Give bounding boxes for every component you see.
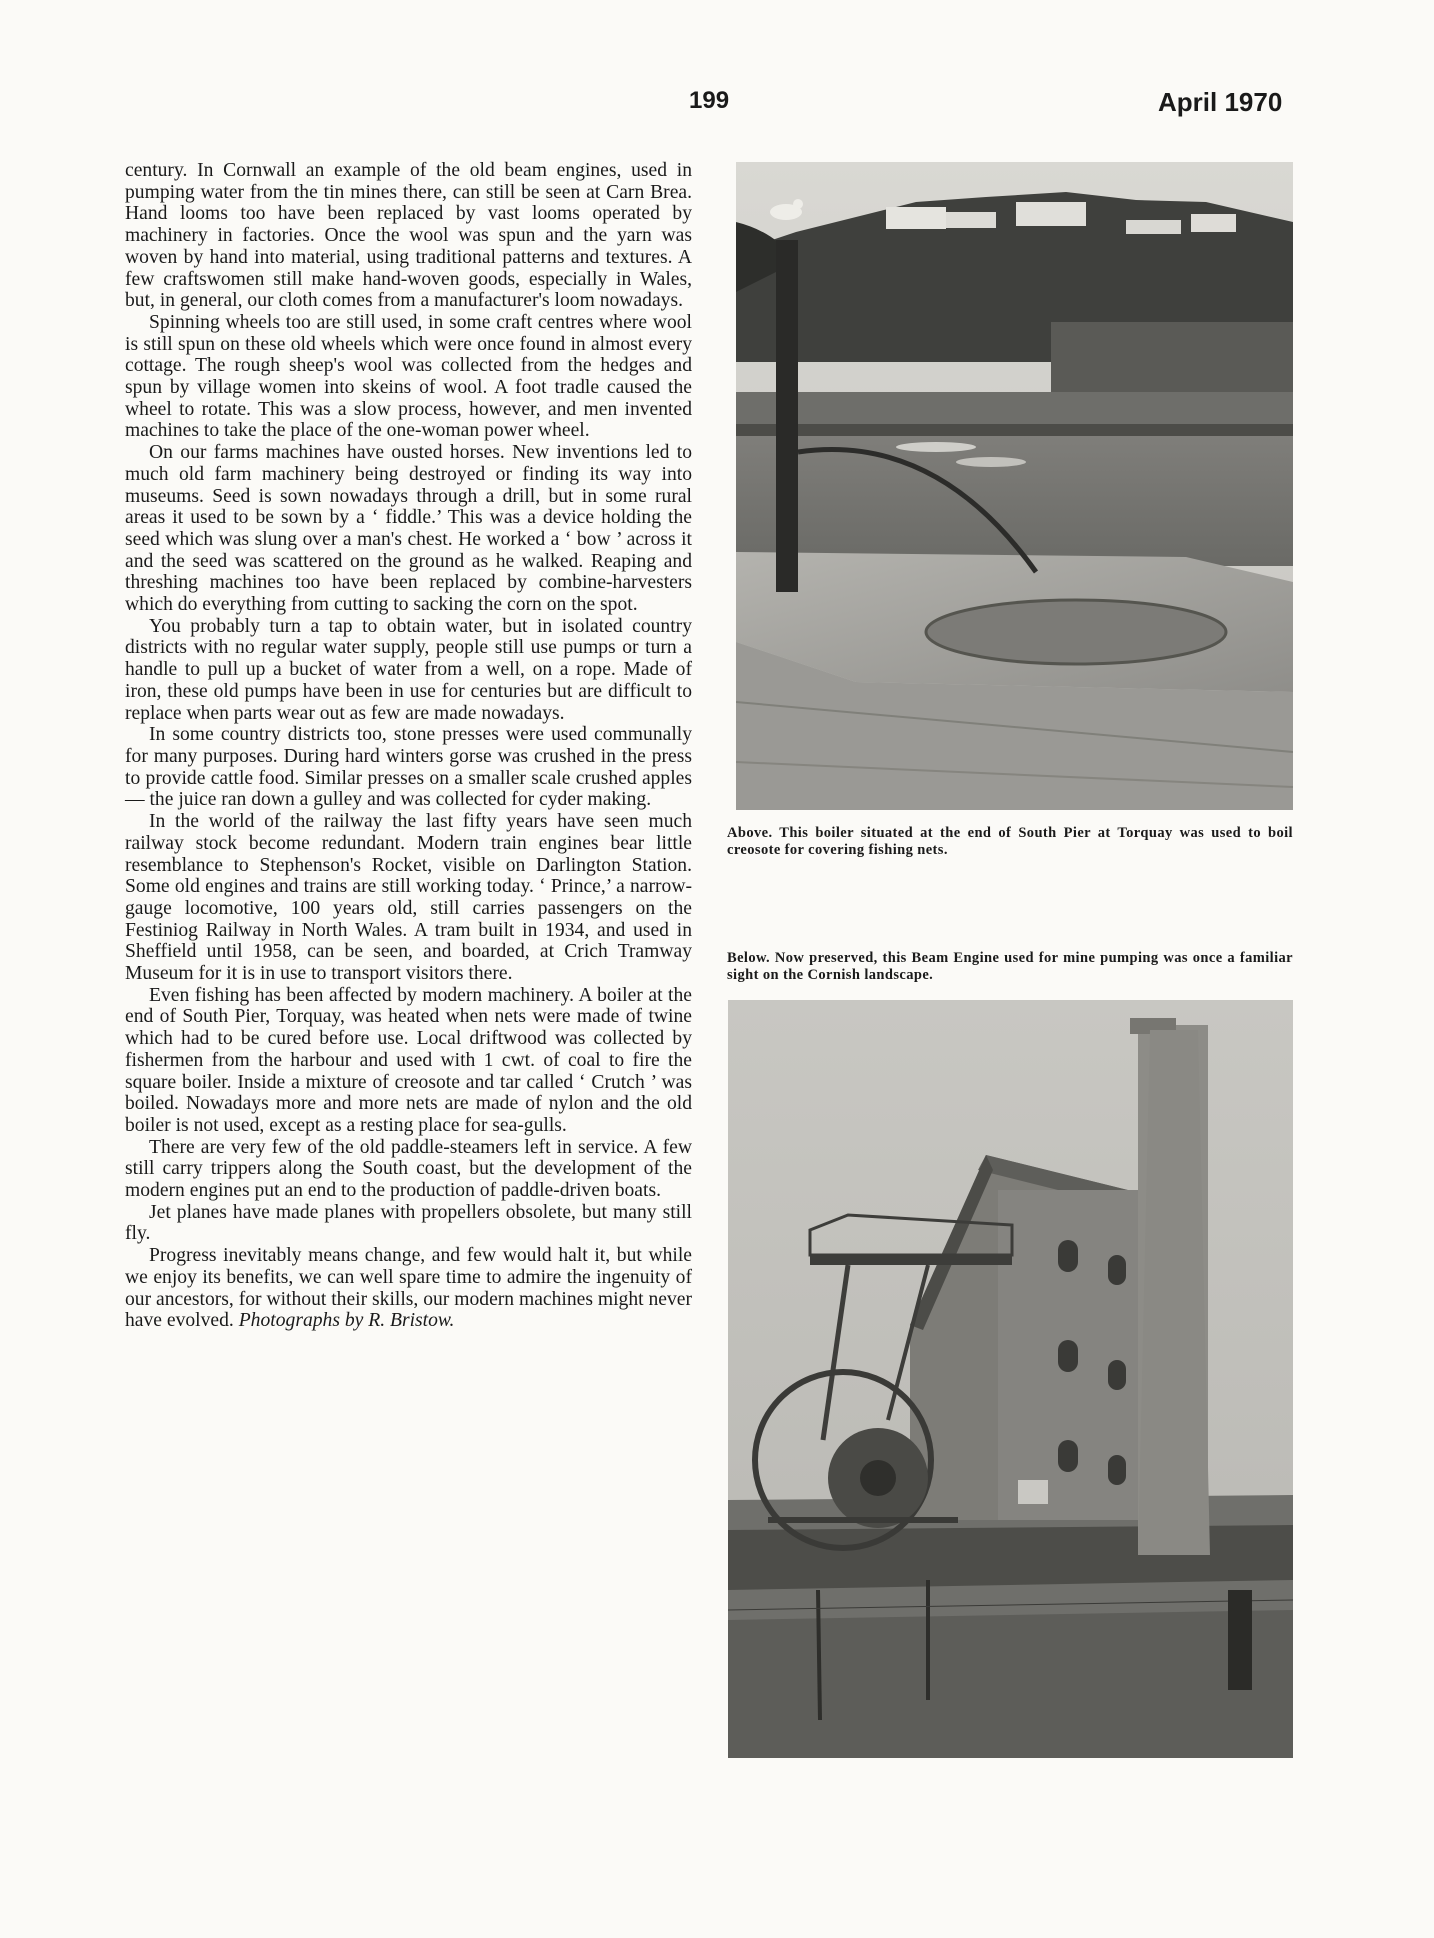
- article-paragraph: In the world of the railway the last fifty years have seen much railway stock become redundant. Modern train engines bear little resemblance to Stephenson's Rocket, visible on Darlington Station. Some old engines and trains are still working today. ‘ Prince,’ a narrow-gauge locomotive, 100 years old, still carries passengers on the Festiniog Railway in North Wales. A tram built in 1934, and used in Sheffield until 1958, can be seen, and boarded, at Crich Tramway Museum for it is in use to transport visitors there.: [125, 811, 692, 985]
- article-paragraph: Spinning wheels too are still used, in some craft centres where wool is still spun on these old wheels which were once found in almost every cottage. The rough sheep's wool was collected from the hedges and spun by village women into skeins of wool. A foot tradle caused the wheel to rotate. This was a slow process, however, and men invented machines to take the place of the one-woman power wheel.: [125, 311, 692, 442]
- article-paragraph: Jet planes have made planes with propellers obsolete, but many still fly.: [125, 1201, 692, 1245]
- beam-engine-photo: [728, 1000, 1293, 1758]
- page-number: 199: [689, 87, 730, 114]
- article-paragraph: You probably turn a tap to obtain water, but in isolated country districts with no regular water supply, people still use pumps or turn a handle to pull up a bucket of water from a well, on a rope. Made of iron, these old pumps have been in use for centuries but are difficult to replace when parts wear out as few are made nowadays.: [125, 615, 692, 724]
- article-body: [125, 160, 692, 1332]
- article-paragraph: century. In Cornwall an example of the old beam engines, used in pumping water from the tin mines there, can still be seen at Carn Brea. Hand looms too have been replaced by vast looms operated by machinery in factories. Once the wool was spun and the yarn was woven by hand into material, using traditional patterns and textures. A few craftswomen still make hand-woven goods, especially in Wales, but, in general, our cloth comes from a manufacturer's loom nowadays.: [125, 160, 692, 312]
- photo-credit: Photographs by R. Bristow.: [238, 1310, 455, 1332]
- boiler-photo: [736, 162, 1293, 810]
- final-paragraph-text: Progress inevitably means change, and few would halt it, but while we enjoy its benefits, we can well spare time to admire the ingenuity of our ancestors, for without their skills, our modern machines might never have evolved.: [125, 1245, 693, 1332]
- article-paragraph: There are very few of the old paddle-steamers left in service. A few still carry trippers along the South coast, but the development of the modern engines put an end to the production of paddle-driven boats.: [125, 1136, 692, 1202]
- article-paragraph: In some country districts too, stone presses were used communally for many purposes. During hard winters gorse was crushed in the press to provide cattle food. Similar presses on a smaller scale crushed apples— the juice ran down a gulley and was collected for cyder making.: [125, 724, 692, 811]
- caption-below: Below. Now preserved, this Beam Engine used for mine pumping was once a familiar sight on the Cornish landscape.: [727, 950, 1293, 983]
- page-date: April 1970: [1158, 87, 1283, 117]
- article-paragraph-final: [125, 1245, 692, 1332]
- caption-above: Above. This boiler situated at the end of South Pier at Torquay was used to boil creosote for covering fishing nets.: [727, 825, 1293, 858]
- article-paragraph: On our farms machines have ousted horses. New inventions led to much old farm machinery being destroyed or finding its way into museums. Seed is sown nowadays through a drill, but in some rural areas it used to be sown by a ‘ fiddle.’ This was a device holding the seed which was slung over a man's chest. He worked a ‘ bow ’ across it and the seed was scattered on the ground as he walked. Reaping and threshing machines too have been replaced by combine-harvesters which do everything from cutting to sacking the corn on the spot.: [125, 442, 692, 616]
- article-paragraph: Even fishing has been affected by modern machinery. A boiler at the end of South Pier, Torquay, was heated when nets were made of twine which had to be cured before use. Local driftwood was collected by fishermen from the harbour and used with 1 cwt. of coal to fire the square boiler. Inside a mixture of creosote and tar called ‘ Crutch ’ was boiled. Nowadays more and more nets are made of nylon and the old boiler is not used, except as a resting place for sea-gulls.: [125, 984, 692, 1136]
